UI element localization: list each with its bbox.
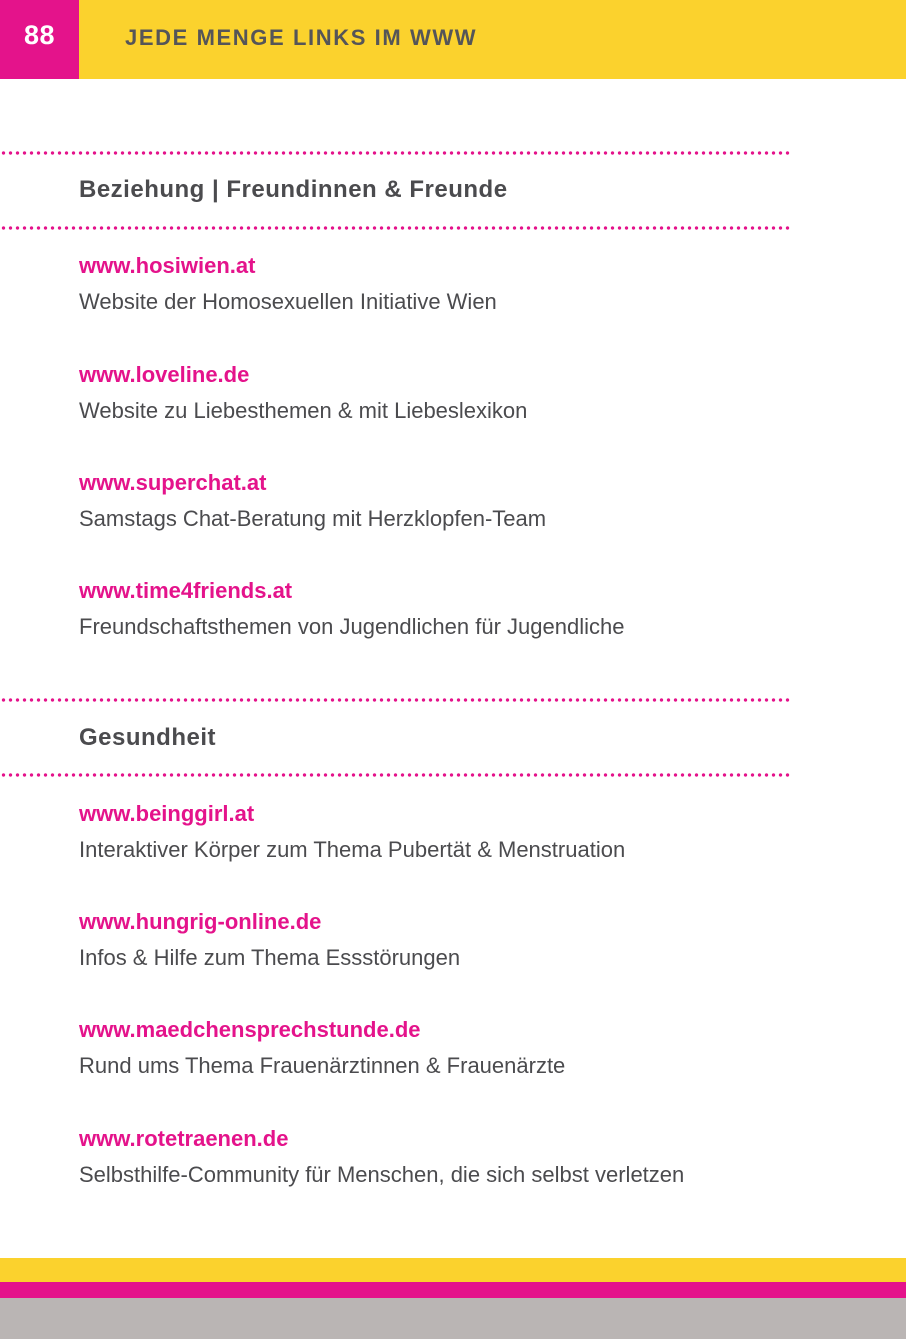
section-title-beziehung: Beziehung | Freundinnen & Freunde <box>79 176 508 203</box>
link-description: Rund ums Thema Frauenärztinnen & Frauenärzte <box>79 1053 566 1078</box>
dotted-divider <box>0 773 790 777</box>
link-maedchensprechstunde[interactable]: www.maedchensprechstunde.de <box>79 1017 421 1042</box>
link-description: Samstags Chat-Beratung mit Herzklopfen-Team <box>79 506 547 531</box>
link-rotetraenen[interactable]: www.rotetraenen.de <box>79 1126 289 1151</box>
link-loveline[interactable]: www.loveline.de <box>79 362 250 387</box>
link-description: Website der Homosexuellen Initiative Wien <box>79 289 497 314</box>
link-hungrig-online[interactable]: www.hungrig-online.de <box>79 909 322 934</box>
link-description: Website zu Liebesthemen & mit Liebeslexikon <box>79 398 528 423</box>
link-beinggirl[interactable]: www.beinggirl.at <box>79 801 255 826</box>
footer-band-yellow <box>0 1258 906 1282</box>
link-description: Infos & Hilfe zum Thema Essstörungen <box>79 945 461 970</box>
link-description: Freundschaftsthemen von Jugendlichen für Jugendliche <box>79 614 625 639</box>
page-number-badge <box>0 0 79 79</box>
footer-band-gray <box>0 1298 906 1339</box>
link-description: Interaktiver Körper zum Thema Pubertät & Menstruation <box>79 837 626 862</box>
link-time4friends[interactable]: www.time4friends.at <box>79 578 293 603</box>
page-number: 88 <box>23 20 56 50</box>
dotted-divider <box>0 226 790 230</box>
dotted-divider <box>0 698 790 702</box>
section-title-gesundheit: Gesundheit <box>79 724 217 751</box>
page-header <box>0 0 906 79</box>
dotted-divider <box>0 151 790 155</box>
link-description: Selbsthilfe-Community für Menschen, die sich selbst verletzen <box>79 1162 685 1187</box>
footer-band-pink <box>0 1282 906 1298</box>
header-title: JEDE MENGE LINKS IM WWW <box>125 25 478 50</box>
link-hosiwien[interactable]: www.hosiwien.at <box>79 253 256 278</box>
link-superchat[interactable]: www.superchat.at <box>79 470 267 495</box>
